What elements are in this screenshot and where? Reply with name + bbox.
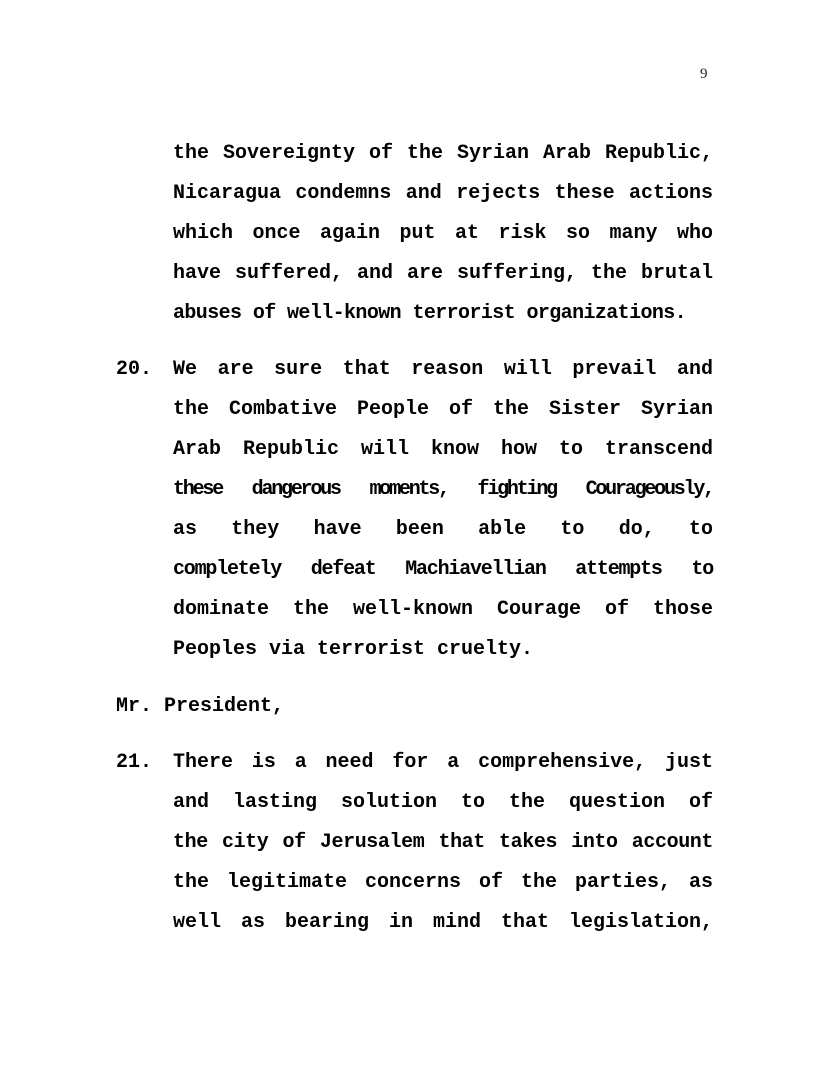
continuation-line-3: which once again put at risk so many who xyxy=(173,222,713,245)
paragraph-21-line-1: There is a need for a comprehensive, just xyxy=(173,751,713,774)
paragraph-20-number: 20. xyxy=(116,358,153,381)
paragraph-21-line-4: the legitimate concerns of the parties, as xyxy=(173,871,713,894)
page-number: 9 xyxy=(700,66,708,82)
paragraph-20-line-4: these dangerous moments, fighting Courageously, xyxy=(173,478,713,501)
paragraph-20-line-8: Peoples via terrorist cruelty. xyxy=(173,638,534,661)
paragraph-21-line-5: well as bearing in mind that legislation, xyxy=(173,911,713,934)
continuation-line-2: Nicaragua condemns and rejects these actions xyxy=(173,182,713,205)
paragraph-21-line-3: the city of Jerusalem that takes into account xyxy=(173,831,713,854)
paragraph-20-line-5: as they have been able to do, to xyxy=(173,518,713,541)
continuation-line-4: have suffered, and are suffering, the brutal xyxy=(173,262,713,285)
paragraph-20-line-3: Arab Republic will know how to transcend xyxy=(173,438,713,461)
paragraph-20-line-1: We are sure that reason will prevail and xyxy=(173,358,713,381)
paragraph-20-line-6: completely defeat Machiavellian attempts to xyxy=(173,558,713,581)
salutation: Mr. President, xyxy=(116,695,285,718)
paragraph-20-line-2: the Combative People of the Sister Syrian xyxy=(173,398,713,421)
continuation-line-5: abuses of well-known terrorist organizations. xyxy=(173,302,687,325)
paragraph-20-line-7: dominate the well-known Courage of those xyxy=(173,598,713,621)
continuation-line-1: the Sovereignty of the Syrian Arab Republic, xyxy=(173,142,713,165)
paragraph-21-line-2: and lasting solution to the question of xyxy=(173,791,713,814)
paragraph-21-number: 21. xyxy=(116,751,153,774)
